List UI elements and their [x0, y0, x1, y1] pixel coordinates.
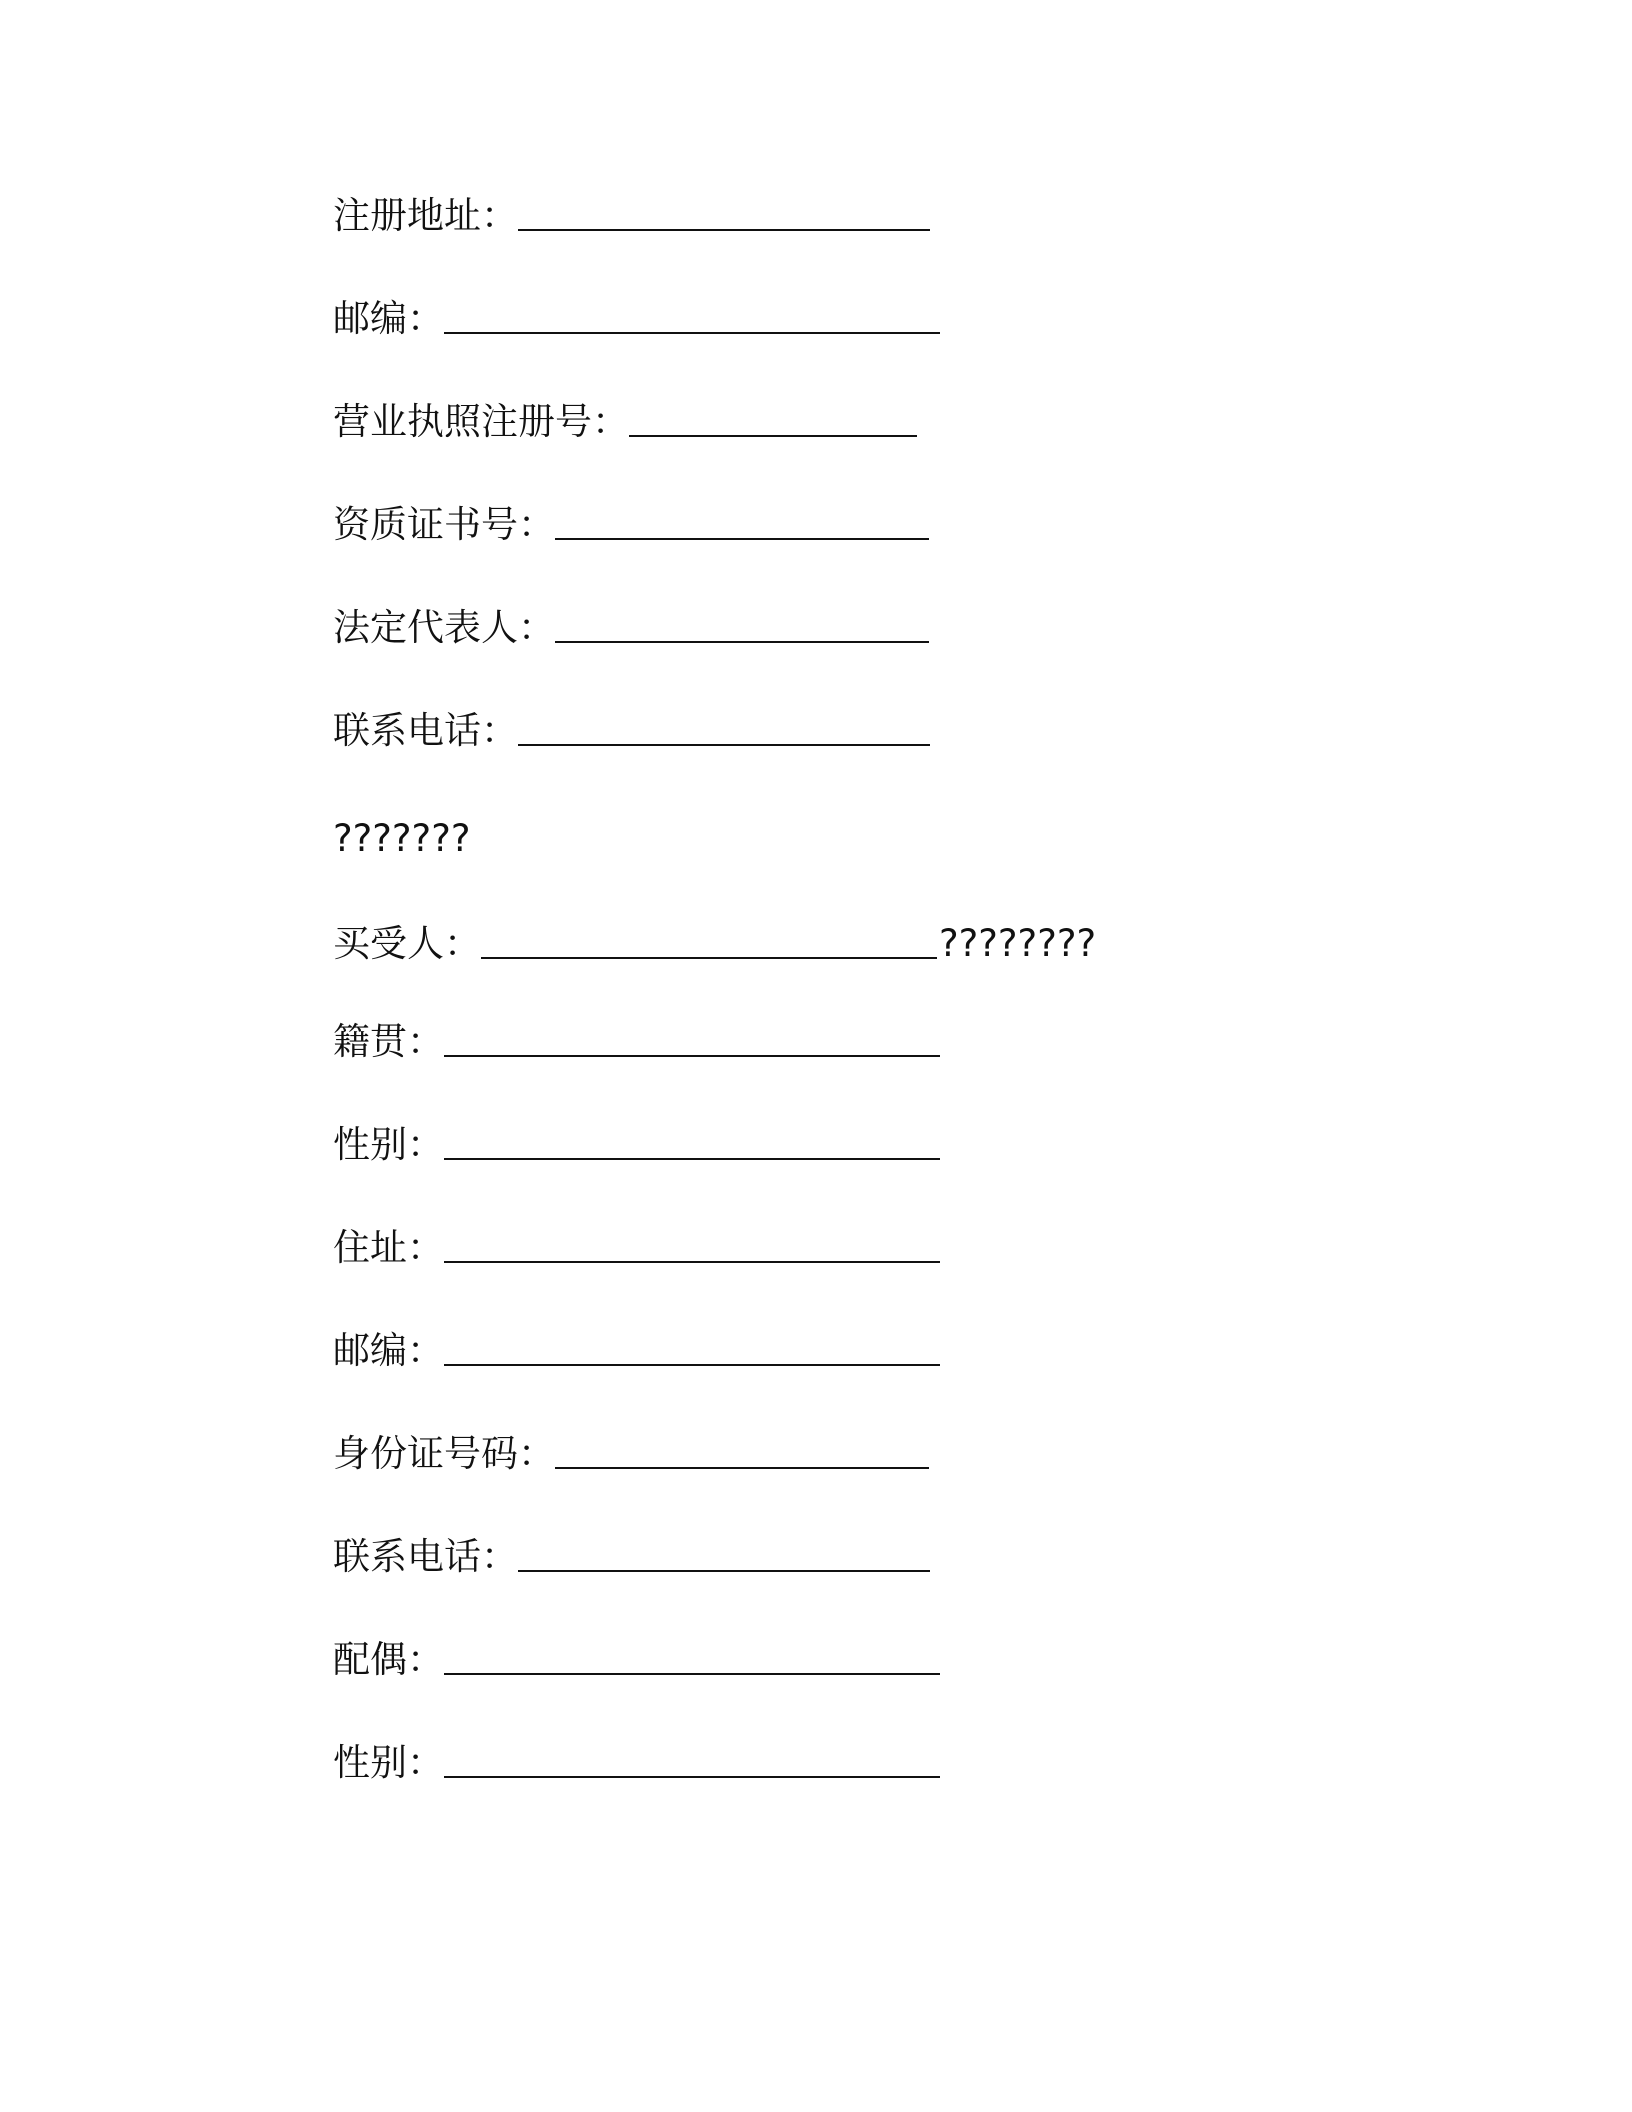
phone-label-a: 联系电话： — [333, 709, 518, 752]
registered-address-blank[interactable] — [518, 229, 930, 231]
address-line — [333, 1218, 940, 1278]
gender-line — [333, 1115, 940, 1175]
spouse-blank[interactable] — [444, 1673, 940, 1675]
phone-line-a — [333, 701, 930, 761]
legal-representative-blank[interactable] — [555, 641, 929, 643]
registered-address-line — [333, 186, 930, 246]
buyer-label: 买受人： — [333, 922, 481, 965]
id-number-blank[interactable] — [555, 1467, 929, 1469]
postal-code-line-a — [333, 289, 940, 349]
business-license-label: 营业执照注册号： — [333, 400, 629, 443]
postal-code-label-a: 邮编： — [333, 297, 444, 340]
native-place-line — [333, 1012, 940, 1072]
qualification-cert-blank[interactable] — [555, 538, 929, 540]
garbled-heading — [333, 809, 470, 869]
spouse-gender-blank[interactable] — [444, 1776, 940, 1778]
address-blank[interactable] — [444, 1261, 940, 1263]
buyer-suffix: ???????? — [939, 922, 1097, 965]
id-number-label: 身份证号码： — [333, 1432, 555, 1475]
postal-code-blank-a[interactable] — [444, 332, 940, 334]
buyer-blank[interactable] — [481, 957, 937, 959]
phone-label-b: 联系电话： — [333, 1535, 518, 1578]
business-license-blank[interactable] — [629, 435, 917, 437]
registered-address-label: 注册地址： — [333, 194, 518, 237]
phone-blank-b[interactable] — [518, 1570, 930, 1572]
native-place-label: 籍贯： — [333, 1020, 444, 1063]
phone-line-b — [333, 1527, 930, 1587]
postal-code-blank-b[interactable] — [444, 1364, 940, 1366]
spouse-label: 配偶： — [333, 1638, 444, 1681]
spouse-gender-line — [333, 1733, 940, 1793]
phone-blank-a[interactable] — [518, 744, 930, 746]
spouse-gender-label: 性别： — [333, 1741, 444, 1784]
qualification-cert-line — [333, 495, 929, 555]
garbled-heading-text: ??????? — [333, 817, 471, 860]
legal-representative-label: 法定代表人： — [333, 606, 555, 649]
gender-blank[interactable] — [444, 1158, 940, 1160]
native-place-blank[interactable] — [444, 1055, 940, 1057]
business-license-line — [333, 392, 917, 452]
address-label: 住址： — [333, 1226, 444, 1269]
qualification-cert-label: 资质证书号： — [333, 503, 555, 546]
postal-code-line-b — [333, 1321, 940, 1381]
id-number-line — [333, 1424, 929, 1484]
buyer-line — [333, 914, 1096, 974]
gender-label: 性别： — [333, 1123, 444, 1166]
postal-code-label-b: 邮编： — [333, 1329, 444, 1372]
spouse-line — [333, 1630, 940, 1690]
legal-representative-line — [333, 598, 929, 658]
